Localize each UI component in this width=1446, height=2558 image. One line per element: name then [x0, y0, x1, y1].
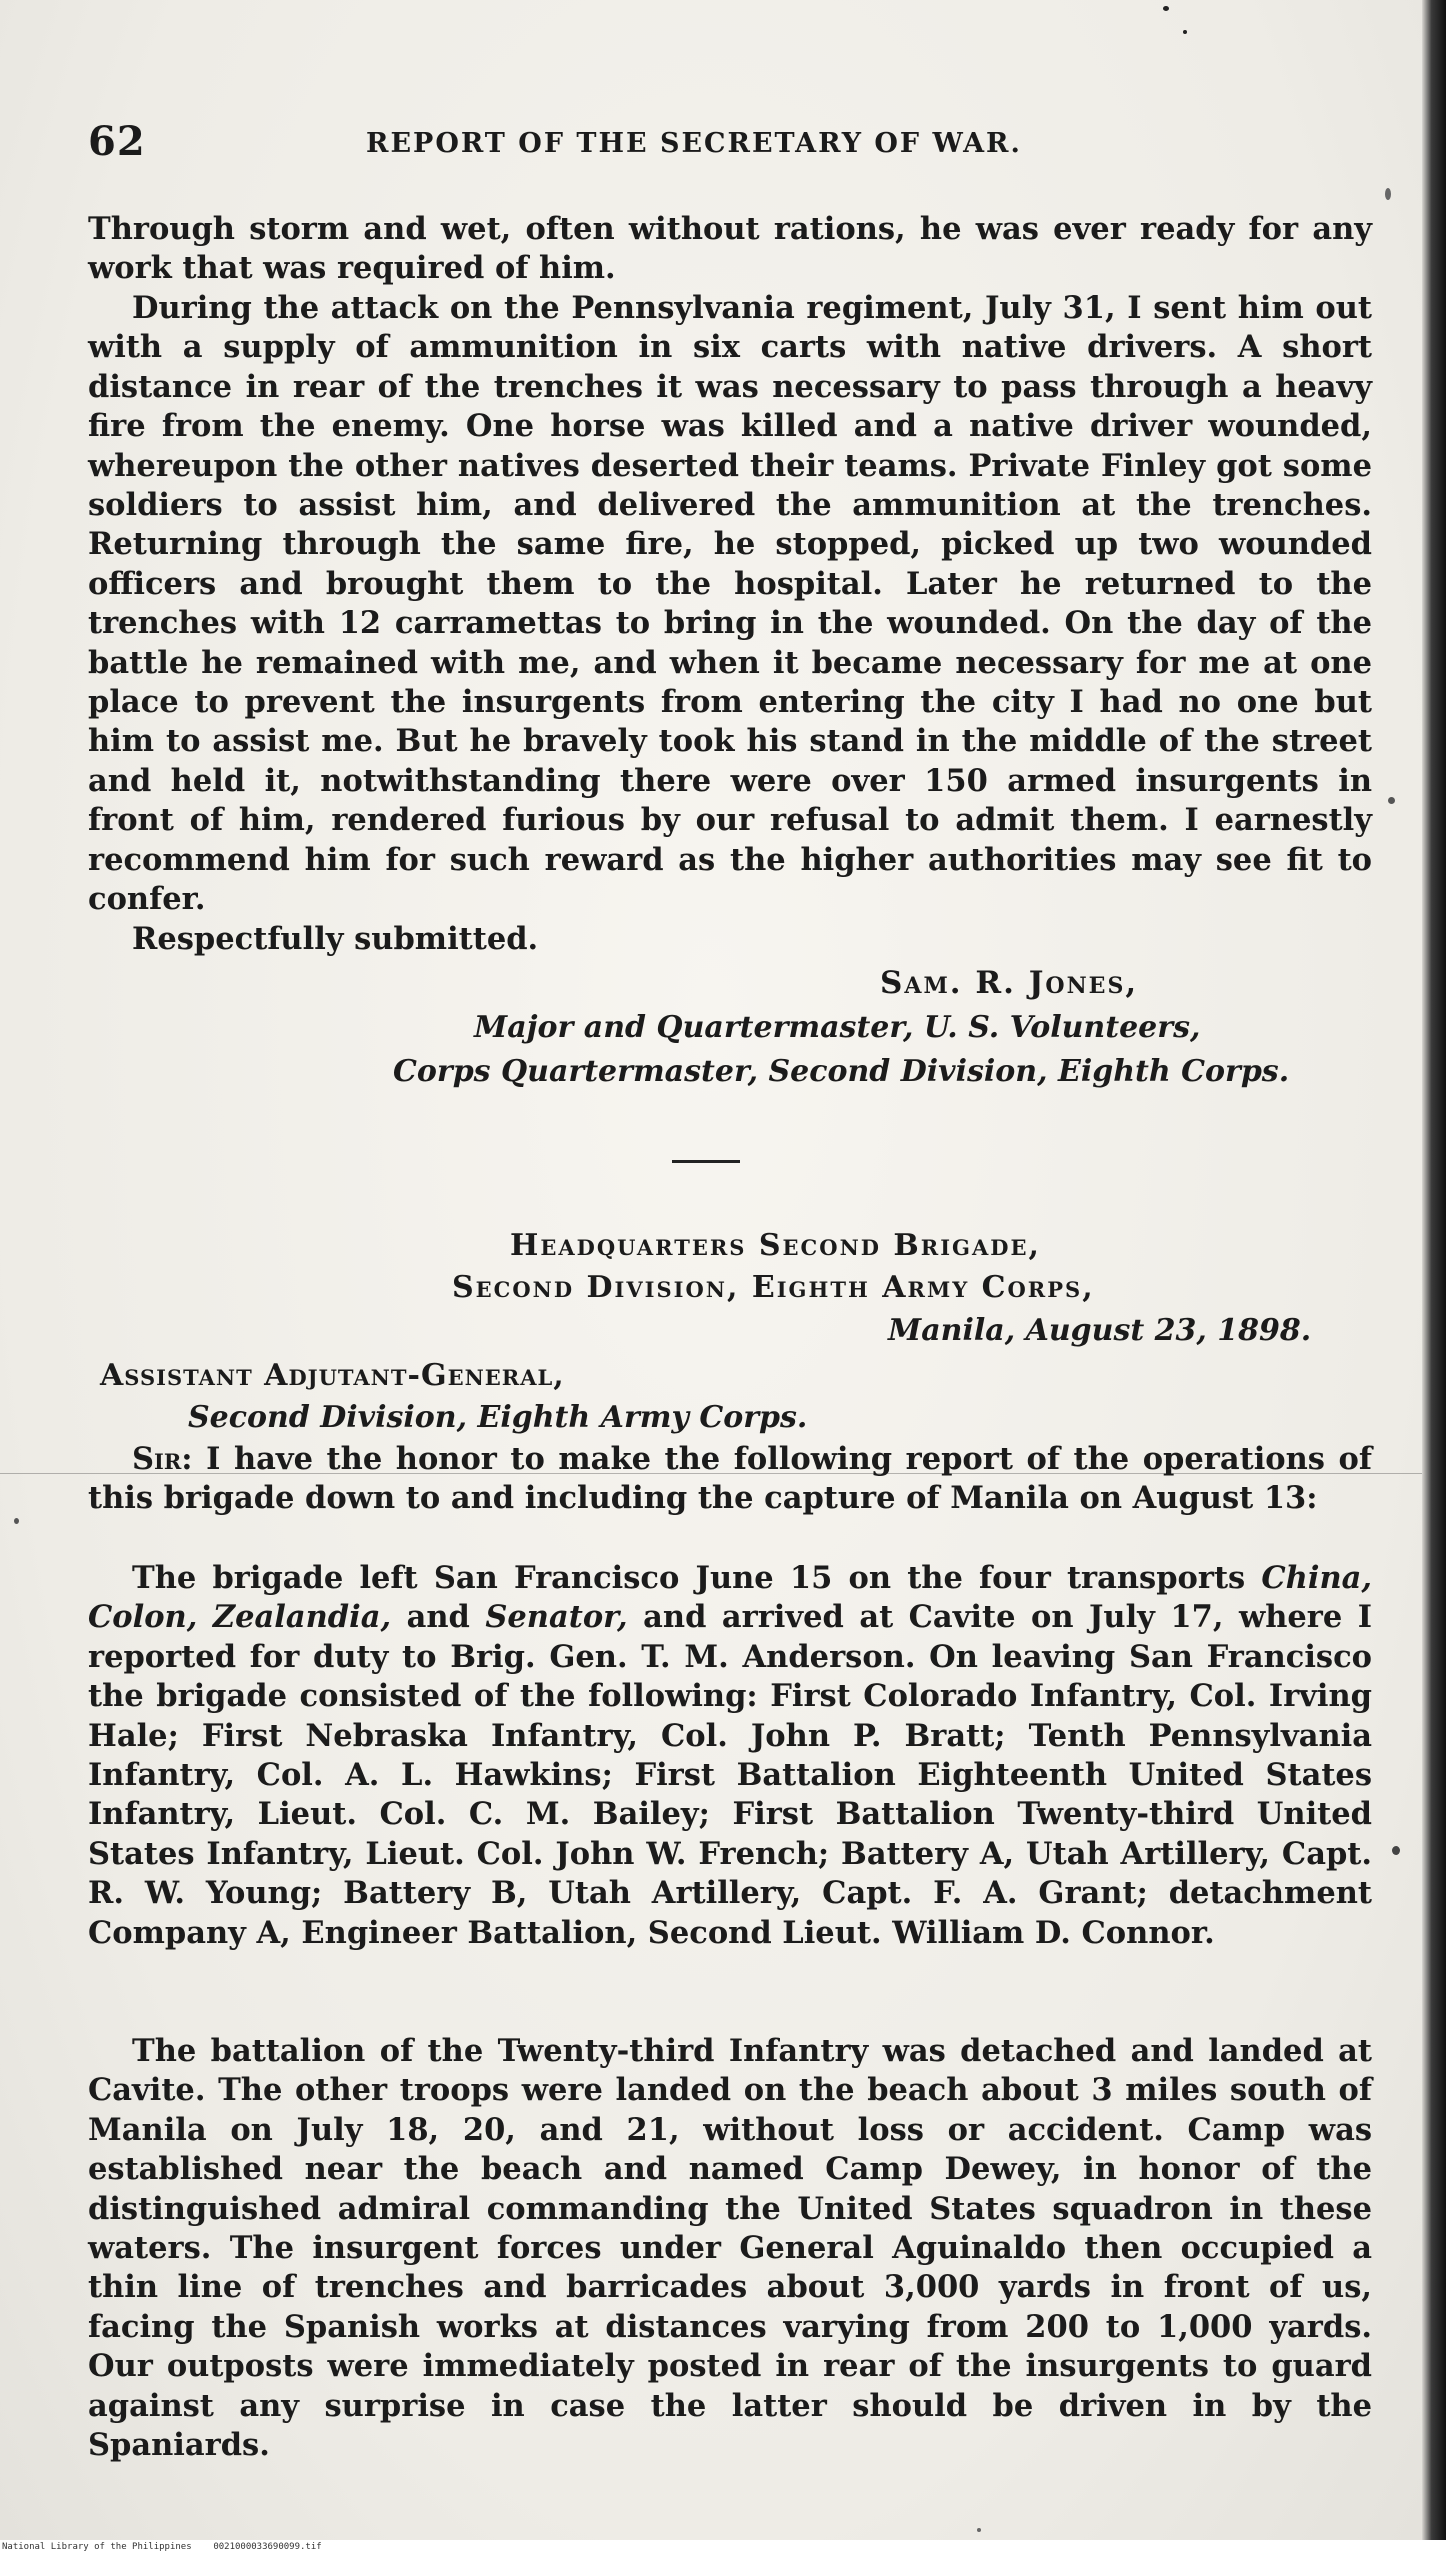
opening-text: I have the honor to make the following report of the operations of this brigade down to and including the capture of Manila on August 13: [88, 1441, 1372, 1517]
ship-name: Colon, [88, 1599, 198, 1636]
letter-date: Manila, August 23, 1898. [888, 1313, 1312, 1348]
scan-footer-text: National Library of the Philippines 0021000033690099.tif [2, 2542, 322, 2552]
closing-line: Respectfully submitted. [132, 921, 539, 957]
dust-speck [14, 1518, 19, 1524]
ship-name: China, [1261, 1560, 1372, 1596]
dust-speck [977, 2528, 981, 2532]
dust-speck [1392, 1846, 1400, 1855]
dust-speck [1385, 188, 1391, 200]
salutation: Sir: [132, 1441, 193, 1477]
brigade-text-a: The brigade left San Francisco June 15 on the four transports [132, 1560, 1246, 1596]
dust-speck [1183, 30, 1187, 34]
conjunction: and [406, 1599, 470, 1636]
letterhead-line-1: Headquarters Second Brigade, [510, 1228, 1041, 1263]
paragraph-brigade [88, 1559, 1372, 1953]
letterhead-line-2: Second Division, Eighth Army Corps, [452, 1270, 1095, 1305]
page-edge-shadow [1422, 0, 1446, 2540]
signature-title-1: Major and Quartermaster, U. S. Volunteers, [474, 1010, 1201, 1045]
signature-title-2: Corps Quartermaster, Second Division, Eighth Corps. [393, 1054, 1290, 1089]
paragraph-landing: The battalion of the Twenty-third Infantry was detached and landed at Cavite. The other troops were landed on the beach about 3 miles south of Manila on July 18, 20, and 21, without loss or accident. Camp was established near the beach and named Camp Dewey, in honor of the distinguished admiral commanding the United States squadron in these waters. The insurgent forces under General Aguinaldo then occupied a thin line of trenches and barricades about 3,000 yards in front of us, facing the Spanish works at distances varying from 200 to 1,000 yards. Our outposts were immediately posted in rear of the insurgents to guard against any surprise in case the latter should be driven in by the Spaniards. [88, 2033, 1372, 2464]
dust-speck [1388, 797, 1395, 804]
page-header [88, 118, 1358, 178]
addressee-line-1: Assistant Adjutant-General, [100, 1358, 565, 1393]
letter-opening-paragraph [88, 1440, 1372, 1519]
page-number: 62 [88, 118, 146, 165]
brigade-text-b: and arrived at Cavite on July 17, where I reported for duty to Brig. Gen. T. M. Anderson. On leaving San Francisco the brigade consisted of the following: First Colorado Infantry, Col. Irving Hale; First Nebraska Infantry, Col. John P. Bratt; Tenth Pennsylvania Infantry, Col. A. L. Hawkins; First Battalion Eighteenth United States Infantry, Lieut. Col. C. M. Bailey; First Battalion Twenty-third United States Infantry, Lieut. Col. John W. French; Battery A, Utah Artillery, Capt. R. W. Young; Battery B, Utah Artillery, Capt. F. A. Grant; detachment Company A, Engineer Battalion, Second Lieut. William D. Connor. [88, 1599, 1373, 1951]
running-head: REPORT OF THE SECRETARY OF WAR. [366, 128, 1022, 159]
section-divider [672, 1160, 740, 1163]
paragraph-continuation: Through storm and wet, often without rations, he was ever ready for any work that was required of him. [88, 211, 1372, 287]
paragraph-attack: During the attack on the Pennsylvania regiment, July 31, I sent him out with a supply of ammunition in six carts with native drivers. A short distance in rear of the trenches it was necessary to pass through a heavy fire from the enemy. One horse was killed and a native driver wounded, whereupon the other natives deserted their teams. Private Finley got some soldiers to assist him, and delivered the ammunition at the trenches. Returning through the same fire, he stopped, picked up two wounded officers and brought them to the hospital. Later he returned to the trenches with 12 carramettas to bring in the wounded. On the day of the battle he remained with me, and when it became necessary for me at one place to prevent the insurgents from entering the city I had no one but him to assist me. But he bravely took his stand in the middle of the street and held it, notwithstanding there were over 150 armed insurgents in front of him, rendered furious by our refusal to admit them. I earnestly recommend him for such reward as the higher authorities may see fit to confer. [88, 290, 1372, 918]
ship-name: Zealandia, [212, 1599, 392, 1636]
signature-name: Sam. R. Jones, [880, 965, 1139, 1001]
dust-speck [1163, 6, 1169, 11]
addressee-line-2: Second Division, Eighth Army Corps. [188, 1400, 808, 1435]
ship-name: Senator, [485, 1599, 628, 1636]
